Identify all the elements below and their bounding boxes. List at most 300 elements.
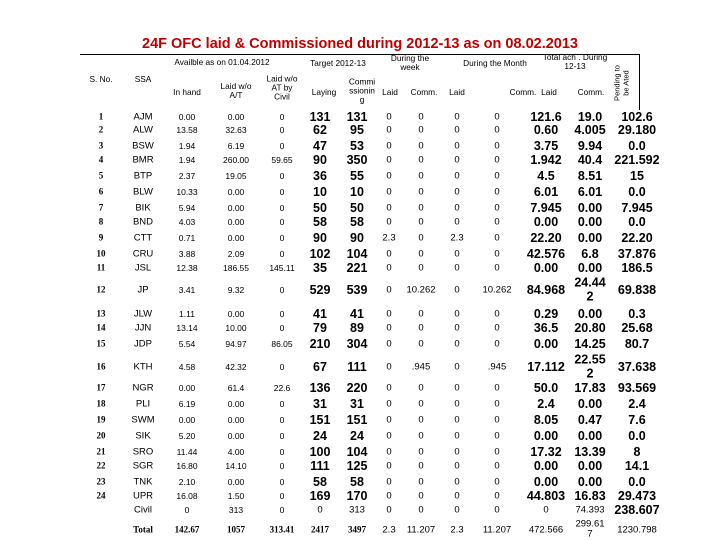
- cell-in-hand: 13.58: [176, 124, 198, 135]
- cell-wc: 0: [418, 504, 424, 516]
- cell-laid-wo: 10.00: [225, 322, 247, 333]
- cell-tc: 299.61 7: [575, 518, 605, 540]
- cell-tc: 4.005: [574, 122, 606, 137]
- cell-laying: 47: [313, 138, 327, 153]
- cell-comm: 313: [349, 504, 365, 516]
- cell-wl: 0: [386, 216, 392, 228]
- cell-tc: 0.00: [577, 428, 603, 443]
- cell-tc: 6.01: [577, 184, 603, 199]
- cell-tc: 0.00: [577, 200, 603, 215]
- cell-pend: 102.6: [621, 109, 653, 124]
- cell-civil: 0: [279, 232, 285, 243]
- cell-wc: 0: [418, 186, 424, 198]
- cell-ssa: JDP: [134, 338, 152, 350]
- cell-laying: 210: [309, 336, 331, 351]
- cell-comm: 89: [350, 320, 364, 335]
- cell-comm: 10: [350, 184, 364, 199]
- cell-sno: 17: [96, 382, 106, 393]
- cell-wl: 0: [386, 140, 392, 152]
- cell-laid-wo: 14.10: [225, 460, 247, 471]
- cell-pend: 0.3: [628, 306, 646, 321]
- cell-civil: 0: [279, 170, 285, 181]
- cell-mc: 0: [494, 398, 500, 410]
- cell-comm: 170: [346, 488, 368, 503]
- cell-wc: 0: [418, 322, 424, 334]
- cell-laying: 131: [309, 109, 331, 124]
- cell-civil: 0: [279, 111, 285, 122]
- cell-wc: 0: [418, 248, 424, 260]
- cell-mc: 0: [494, 170, 500, 182]
- cell-wc: 0: [418, 170, 424, 182]
- cell-ml: 0: [454, 111, 460, 123]
- cell-laying: 58: [313, 474, 327, 489]
- cell-ssa: ALW: [133, 124, 153, 136]
- cell-wc: 0: [418, 490, 424, 502]
- cell-laying: 50: [313, 200, 327, 215]
- cell-pend: 80.7: [624, 336, 650, 351]
- cell-wl: 0: [386, 414, 392, 426]
- cell-tl: 44.803: [526, 488, 566, 503]
- header-sno: S. No.: [89, 74, 113, 85]
- cell-ssa: BIK: [135, 202, 151, 214]
- cell-pend: 0.0: [628, 184, 646, 199]
- cell-tc: 24.44 2: [574, 275, 606, 303]
- cell-wc: 0: [418, 216, 424, 228]
- cell-ml: 2.3: [450, 232, 464, 244]
- cell-civil: 0: [279, 430, 285, 441]
- cell-laid-wo: 94.97: [225, 338, 247, 349]
- cell-pend: 238.607: [614, 502, 660, 517]
- cell-comm: 220: [346, 380, 368, 395]
- cell-pend: 37.638: [617, 359, 657, 374]
- cell-mc: 0: [494, 414, 500, 426]
- cell-wc: 0: [418, 124, 424, 136]
- cell-laying: 10: [313, 184, 327, 199]
- cell-ssa: SIK: [135, 430, 151, 442]
- cell-comm: 3497: [348, 524, 366, 535]
- header-laid-wo-at-by-civil: Laid w/o AT by Civil: [266, 73, 298, 102]
- cell-laying: 36: [313, 168, 327, 183]
- cell-in-hand: 12.38: [176, 262, 198, 273]
- cell-pend: 7.945: [621, 200, 653, 215]
- cell-tl: 17.32: [530, 444, 562, 459]
- cell-in-hand: 3.88: [178, 248, 196, 259]
- cell-comm: 58: [350, 214, 364, 229]
- cell-comm: 111: [347, 359, 367, 374]
- cell-sno: 24: [96, 490, 106, 501]
- cell-sno: 1: [98, 111, 104, 122]
- cell-mc: 0: [494, 460, 500, 472]
- header-week-comm: Comm.: [410, 87, 438, 98]
- cell-tl: 7.945: [530, 200, 562, 215]
- cell-ssa: BSW: [132, 140, 154, 152]
- cell-pend: 221.592: [614, 152, 660, 167]
- cell-civil: 0: [279, 460, 285, 471]
- cell-sno: 11: [96, 262, 106, 273]
- cell-laying: 136: [309, 380, 331, 395]
- cell-laid-wo: 4.00: [227, 446, 245, 457]
- cell-wl: 0: [386, 460, 392, 472]
- cell-in-hand: 5.94: [178, 202, 196, 213]
- cell-wc: 0: [418, 338, 424, 350]
- cell-mc: .945: [487, 361, 507, 373]
- cell-wc: 0: [418, 382, 424, 394]
- cell-wl: 0: [386, 111, 392, 123]
- cell-ssa: Civil: [134, 504, 152, 516]
- cell-tl: 17.112: [527, 359, 565, 374]
- cell-ssa: JSL: [134, 262, 152, 274]
- cell-laying: 67: [313, 359, 327, 374]
- header-target: Target 2012-13: [310, 58, 366, 69]
- cell-tc: 74.393: [575, 504, 605, 516]
- header-laid-wo-at: Laid w/o A/T: [220, 80, 252, 100]
- cell-pend: 0.0: [628, 138, 646, 153]
- header-month-comm: Comm.: [509, 87, 537, 98]
- cell-laid-wo: 0.00: [227, 476, 245, 487]
- cell-comm: 104: [346, 444, 368, 459]
- cell-mc: 0: [494, 446, 500, 458]
- cell-wl: 0: [386, 382, 392, 394]
- cell-sno: 21: [96, 446, 106, 457]
- page-title: 24F OFC laid & Commissioned during 2012-13 as on 08.02.2013: [142, 36, 578, 52]
- cell-civil: 0: [279, 248, 285, 259]
- cell-laying: 31: [313, 396, 327, 411]
- cell-laying: 102: [309, 246, 331, 261]
- cell-sno: 5: [98, 170, 104, 181]
- cell-ml: 0: [454, 361, 460, 373]
- cell-wl: 0: [386, 186, 392, 198]
- cell-wl: 0: [386, 446, 392, 458]
- cell-tc: 0.00: [577, 214, 603, 229]
- cell-comm: 31: [350, 396, 364, 411]
- cell-tc: 0.00: [577, 458, 603, 473]
- cell-civil: 22.6: [273, 382, 291, 393]
- cell-in-hand: 0.00: [178, 414, 196, 425]
- cell-wl: 0: [386, 124, 392, 136]
- cell-civil: 0: [279, 202, 285, 213]
- cell-ml: 0: [454, 430, 460, 442]
- cell-laid-wo: 260.00: [223, 154, 249, 165]
- cell-laying: 2417: [311, 524, 329, 535]
- cell-wc: 0: [418, 476, 424, 488]
- cell-ml: 2.3: [450, 524, 464, 536]
- cell-pend: 37.876: [617, 246, 657, 261]
- cell-ssa: TNK: [133, 476, 153, 488]
- cell-tc: 14.25: [574, 336, 606, 351]
- cell-wl: 0: [386, 322, 392, 334]
- cell-laid-wo: 0.00: [227, 308, 245, 319]
- cell-tl: 472.566: [528, 524, 564, 536]
- cell-ssa: Total: [133, 524, 153, 535]
- cell-civil: 59.65: [271, 154, 293, 165]
- cell-pend: 7.6: [628, 412, 646, 427]
- cell-ml: 0: [454, 248, 460, 260]
- cell-in-hand: 5.20: [178, 430, 196, 441]
- cell-tl: 0.00: [533, 474, 559, 489]
- cell-mc: 0: [494, 124, 500, 136]
- cell-wl: 0: [386, 154, 392, 166]
- cell-in-hand: 142.67: [174, 524, 200, 535]
- cell-ml: 0: [454, 414, 460, 426]
- cell-mc: 0: [494, 248, 500, 260]
- cell-comm: 53: [350, 138, 364, 153]
- cell-wc: 0: [418, 111, 424, 123]
- cell-sno: 23: [96, 476, 106, 487]
- cell-ssa: SRO: [132, 446, 154, 458]
- cell-ssa: BND: [132, 216, 154, 228]
- cell-tl: 0: [543, 504, 549, 516]
- cell-in-hand: 0.00: [178, 382, 196, 393]
- cell-mc: 0: [494, 232, 500, 244]
- cell-tl: 0.00: [533, 260, 559, 275]
- cell-in-hand: 4.58: [178, 361, 196, 372]
- cell-laid-wo: 61.4: [227, 382, 245, 393]
- cell-civil: 313.41: [269, 524, 295, 535]
- cell-laying: 151: [309, 412, 331, 427]
- cell-civil: 0: [279, 398, 285, 409]
- cell-pend: 2.4: [628, 396, 646, 411]
- cell-in-hand: 16.80: [176, 460, 198, 471]
- header-laying: Laying: [311, 87, 337, 98]
- cell-tc: 13.39: [574, 444, 606, 459]
- cell-ssa: SGR: [132, 460, 154, 472]
- header-ssa: SSA: [134, 74, 152, 85]
- cell-tl: 42.576: [526, 246, 566, 261]
- cell-ml: 0: [454, 308, 460, 320]
- cell-ssa: JLW: [133, 308, 153, 320]
- cell-ssa: JP: [137, 284, 149, 296]
- cell-pend: 186.5: [621, 260, 653, 275]
- cell-mc: 0: [494, 338, 500, 350]
- cell-comm: 539: [346, 282, 368, 297]
- cell-tl: 0.00: [533, 336, 559, 351]
- cell-tl: 84.968: [526, 282, 566, 297]
- cell-civil: 0: [279, 284, 285, 295]
- cell-ml: 0: [454, 216, 460, 228]
- cell-wl: 0: [386, 504, 392, 516]
- header-in-hand: In hand: [173, 87, 201, 98]
- cell-ssa: JJN: [134, 322, 152, 334]
- cell-wc: 0: [418, 446, 424, 458]
- cell-civil: 0: [279, 216, 285, 227]
- cell-pend: 0.0: [628, 428, 646, 443]
- cell-pend: 29.180: [617, 122, 657, 137]
- cell-ml: 0: [454, 262, 460, 274]
- cell-wl: 0: [386, 430, 392, 442]
- cell-comm: 95: [350, 122, 364, 137]
- cell-wl: 0: [386, 248, 392, 260]
- cell-laid-wo: 0.00: [227, 430, 245, 441]
- cell-ssa: UPR: [132, 490, 154, 502]
- cell-ssa: BTP: [133, 170, 153, 182]
- cell-sno: 4: [98, 154, 104, 165]
- cell-sno: 13: [96, 308, 106, 319]
- cell-in-hand: 2.10: [178, 476, 196, 487]
- cell-ml: 0: [454, 284, 460, 296]
- cell-wc: 0: [418, 232, 424, 244]
- cell-tc: 6.8: [581, 246, 599, 261]
- cell-laid-wo: 0.00: [227, 111, 245, 122]
- cell-mc: 11.207: [482, 524, 512, 536]
- cell-civil: 0: [279, 414, 285, 425]
- cell-ml: 0: [454, 476, 460, 488]
- header-during-week: During the week: [390, 52, 430, 72]
- cell-sno: 15: [96, 338, 106, 349]
- cell-in-hand: 16.08: [176, 490, 198, 501]
- cell-ml: 0: [454, 460, 460, 472]
- cell-in-hand: 0.71: [178, 232, 196, 243]
- cell-laid-wo: 9.32: [227, 284, 245, 295]
- cell-ml: 0: [454, 382, 460, 394]
- cell-mc: 0: [494, 216, 500, 228]
- cell-ssa: KTH: [133, 361, 153, 373]
- cell-civil: 0: [279, 476, 285, 487]
- cell-ssa: CTT: [133, 232, 153, 244]
- cell-tl: 121.6: [530, 109, 562, 124]
- cell-sno: 22: [96, 460, 106, 471]
- cell-wc: .945: [411, 361, 431, 373]
- cell-wl: 0: [386, 361, 392, 373]
- cell-wc: 0: [418, 308, 424, 320]
- cell-comm: 304: [346, 336, 368, 351]
- cell-ml: 0: [454, 322, 460, 334]
- cell-wl: 0: [386, 284, 392, 296]
- cell-tl: 50.0: [533, 380, 559, 395]
- cell-ml: 0: [454, 170, 460, 182]
- cell-pend: 0.0: [628, 474, 646, 489]
- cell-pend: 22.20: [621, 230, 653, 245]
- cell-laid-wo: 313: [228, 504, 244, 515]
- cell-laying: 35: [313, 260, 327, 275]
- cell-comm: 350: [346, 152, 368, 167]
- cell-pend: 29.473: [617, 488, 657, 503]
- cell-mc: 0: [494, 322, 500, 334]
- cell-civil: 0: [279, 308, 285, 319]
- cell-laying: 529: [309, 282, 331, 297]
- header-pending: Pending to be Ated: [612, 65, 630, 101]
- cell-tl: 6.01: [533, 184, 559, 199]
- cell-comm: 90: [350, 230, 364, 245]
- cell-pend: 93.569: [617, 380, 657, 395]
- cell-laid-wo: 32.63: [225, 124, 247, 135]
- cell-ml: 0: [454, 490, 460, 502]
- cell-pend: 14.1: [624, 458, 650, 473]
- cell-in-hand: 2.37: [178, 170, 196, 181]
- cell-laying: 62: [313, 122, 327, 137]
- cell-pend: 1230.798: [617, 524, 657, 536]
- cell-ml: 0: [454, 504, 460, 516]
- cell-mc: 0: [494, 382, 500, 394]
- cell-tc: 0.47: [577, 412, 603, 427]
- cell-tl: 3.75: [533, 138, 559, 153]
- cell-ml: 0: [454, 140, 460, 152]
- cell-tl: 0.00: [533, 214, 559, 229]
- cell-comm: 221: [346, 260, 368, 275]
- cell-tl: 1.942: [530, 152, 562, 167]
- cell-ssa: BLW: [133, 186, 153, 198]
- cell-sno: 14: [96, 322, 106, 333]
- cell-ml: 0: [454, 338, 460, 350]
- cell-ml: 0: [454, 186, 460, 198]
- cell-comm: 131: [346, 109, 368, 124]
- cell-laying: 169: [309, 488, 331, 503]
- cell-tl: 2.4: [537, 396, 555, 411]
- cell-laying: 41: [313, 306, 327, 321]
- cell-laying: 90: [313, 230, 327, 245]
- cell-sno: 9: [98, 232, 104, 243]
- header-month-laid: Laid: [449, 87, 465, 98]
- cell-tc: 8.51: [577, 168, 603, 183]
- cell-tc: 0.00: [577, 396, 603, 411]
- cell-pend: 8: [633, 444, 641, 459]
- cell-wl: 2.3: [382, 524, 396, 536]
- cell-laying: 58: [313, 214, 327, 229]
- cell-in-hand: 0.00: [178, 111, 196, 122]
- cell-wl: 0: [386, 398, 392, 410]
- cell-in-hand: 3.41: [178, 284, 196, 295]
- cell-ssa: CRU: [132, 248, 154, 260]
- cell-wc: 0: [418, 414, 424, 426]
- cell-laid-wo: 186.55: [223, 262, 249, 273]
- cell-civil: 0: [279, 124, 285, 135]
- cell-wl: 0: [386, 262, 392, 274]
- cell-sno: 7: [98, 202, 104, 213]
- cell-wl: 0: [386, 308, 392, 320]
- cell-tc: 17.83: [574, 380, 606, 395]
- cell-laying: 79: [313, 320, 327, 335]
- cell-ssa: NGR: [132, 382, 154, 394]
- cell-civil: 0: [279, 490, 285, 501]
- cell-wc: 10.262: [406, 284, 436, 296]
- cell-pend: 69.838: [617, 282, 657, 297]
- cell-sno: 8: [98, 216, 104, 227]
- cell-tc: 0.00: [577, 306, 603, 321]
- cell-tl: 0.29: [533, 306, 559, 321]
- cell-tc: 16.83: [574, 488, 606, 503]
- cell-wl: 0: [386, 202, 392, 214]
- header-total-comm: Comm.: [577, 87, 605, 98]
- cell-laid-wo: 1057: [227, 524, 245, 535]
- cell-ml: 0: [454, 124, 460, 136]
- cell-mc: 0: [494, 490, 500, 502]
- pending-column-left-border: [639, 54, 640, 110]
- cell-wc: 0: [418, 262, 424, 274]
- cell-laying: 24: [313, 428, 327, 443]
- cell-in-hand: 0: [184, 504, 190, 515]
- cell-tl: 8.05: [533, 412, 559, 427]
- cell-tl: 0.00: [533, 428, 559, 443]
- cell-in-hand: 13.14: [176, 322, 198, 333]
- cell-tl: 0.60: [533, 122, 559, 137]
- cell-tc: 40.4: [577, 152, 603, 167]
- cell-laid-wo: 42.32: [225, 361, 247, 372]
- cell-civil: 0: [279, 446, 285, 457]
- cell-sno: 16: [96, 361, 106, 372]
- cell-tl: 0.00: [533, 458, 559, 473]
- cell-civil: 0: [279, 186, 285, 197]
- cell-ssa: AJM: [133, 111, 153, 123]
- cell-ssa: SWM: [131, 414, 155, 426]
- cell-civil: 0: [279, 361, 285, 372]
- cell-mc: 0: [494, 154, 500, 166]
- cell-laying: 90: [313, 152, 327, 167]
- cell-tc: 0.00: [577, 474, 603, 489]
- cell-in-hand: 4.03: [178, 216, 196, 227]
- cell-wc: 11.207: [406, 524, 436, 536]
- cell-sno: 6: [98, 186, 104, 197]
- cell-in-hand: 5.54: [178, 338, 196, 349]
- cell-mc: 0: [494, 504, 500, 516]
